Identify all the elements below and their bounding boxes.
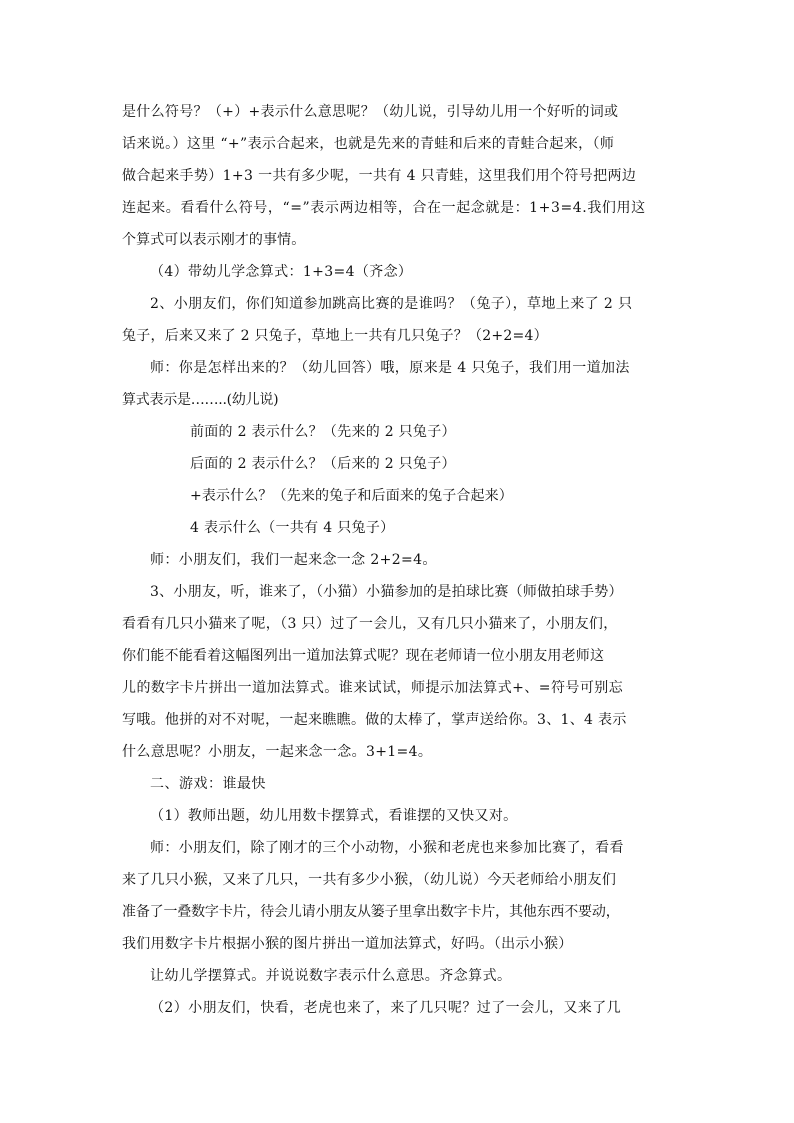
text-line: 儿的数字卡片拼出一道加法算式。谁来试试，师提示加法算式+、=符号可别忘 xyxy=(122,680,624,696)
text-line: （1）教师出题，幼儿用数卡摆算式，看谁摆的又快又对。 xyxy=(150,808,518,824)
text-line: 我们用数字卡片根据小猴的图片拼出一道加法算式，好吗。（出示小猴） xyxy=(122,936,573,952)
text-line: 来了几只小猴，又来了几只，一共有多少小猴，（幼儿说）今天老师给小朋友们 xyxy=(122,872,617,888)
text-line: 话来说。）这里 “+”表示合起来，也就是先来的青蛙和后来的青蛙合起来，（师 xyxy=(122,136,615,152)
text-line: 连起来。看看什么符号，“=”表示两边相等，合在一起念就是：1+3=4.我们用这 xyxy=(122,200,646,216)
text-line: 师：小朋友们，我们一起来念一念 2+2=4。 xyxy=(150,552,437,568)
text-line: 什么意思呢？小朋友，一起来念一念。3+1=4。 xyxy=(122,744,433,760)
text-line: 2、小朋友们，你们知道参加跳高比赛的是谁吗？（兔子），草地上来了 2 只 xyxy=(150,296,633,312)
text-line: 做合起来手势）1+3 一共有多少呢，一共有 4 只青蛙，这里我们用个符号把两边 xyxy=(122,168,637,184)
text-line: 二、游戏：谁最快 xyxy=(150,776,266,792)
text-line: 让幼儿学摆算式。并说说数字表示什么意思。齐念算式。 xyxy=(150,968,512,984)
text-line: 算式表示是……..(幼儿说) xyxy=(122,392,279,408)
text-line: 后面的 2 表示什么？（后来的 2 只兔子） xyxy=(190,456,456,472)
text-line: 4 表示什么（一共有 4 只兔子） xyxy=(190,520,395,536)
text-line: 兔子，后来又来了 2 只兔子，草地上一共有几只兔子？（2+2=4） xyxy=(122,328,548,344)
text-line: 看看有几只小猫来了呢，（3 只）过了一会儿，又有几只小猫来了，小朋友们， xyxy=(122,616,618,632)
text-line: （4）带幼儿学念算式：1+3=4（齐念） xyxy=(150,264,413,280)
text-line: 师：你是怎样出来的？（幼儿回答）哦，原来是 4 只兔子，我们用一道加法 xyxy=(150,360,630,376)
text-line: 写哦。他拼的对不对呢，一起来瞧瞧。做的太棒了，掌声送给你。3、1、4 表示 xyxy=(122,712,627,728)
text-line: 是什么符号？（+）+表示什么意思呢？（幼儿说，引导幼儿用一个好听的词或 xyxy=(122,104,619,120)
text-line: 师：小朋友们，除了刚才的三个小动物，小猴和老虎也来参加比赛了，看看 xyxy=(150,840,624,856)
text-line: 准备了一叠数字卡片，待会儿请小朋友从篓子里拿出数字卡片，其他东西不要动， xyxy=(122,904,620,920)
text-line: +表示什么？（先来的兔子和后面来的兔子合起来） xyxy=(190,488,513,504)
text-line: 前面的 2 表示什么？（先来的 2 只兔子） xyxy=(190,424,456,440)
text-line: 个算式可以表示刚才的事情。 xyxy=(122,232,306,248)
text-line: 3、小朋友，听，谁来了，（小猫）小猫参加的是拍球比赛（师做拍球手势） xyxy=(150,584,623,600)
text-line: （2）小朋友们，快看，老虎也来了，来了几只呢？过了一会儿，又来了几 xyxy=(150,1000,622,1016)
text-line: 你们能不能看着这幅图列出一道加法算式呢？现在老师请一位小朋友用老师这 xyxy=(122,648,605,664)
